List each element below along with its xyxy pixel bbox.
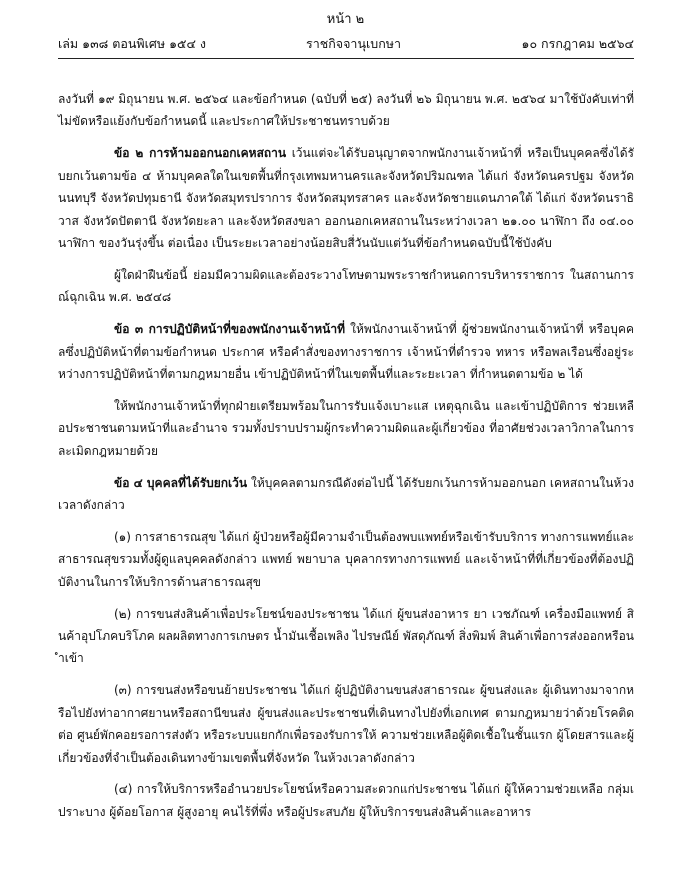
clause-2-penalty: ผู้ใดฝ่าฝืนข้อนี้ ย่อมมีความผิดและต้องระวางโทษตามพระราชกำหนดการบริหารราชการ ในสถานการณ์ฉุกเฉิน พ.ศ. ๒๕๔๘ xyxy=(58,267,634,305)
document-body xyxy=(58,88,634,833)
clause-4-heading: ข้อ ๔ บุคคลที่ได้รับยกเว้น xyxy=(114,475,248,490)
clause-3 xyxy=(58,318,634,385)
page-number: หน้า ๒ xyxy=(326,12,365,27)
clause-4-item-2: (๒) การขนส่งสินค้าเพื่อประโยชน์ของประชาชน ได้แก่ ผู้ขนส่งอาหาร ยา เวชภัณฑ์ เครื่องมือแพทย์ สินค้าอุปโภคบริโภค ผลผลิตทางการเกษตร น้ำมันเชื้อเพลิง ไปรษณีย์ พัสดุภัณฑ์ สิ่งพิมพ์ สินค้าเพื่อการส่งออกหรือนำเข้า xyxy=(58,606,634,666)
header-volume: เล่ม ๑๓๘ ตอนพิเศษ ๑๕๔ ง xyxy=(58,36,207,51)
clause-4-text: ให้บุคคลตามกรณีดังต่อไปนี้ ได้รับยกเว้นการห้ามออกนอก เคหสถานในห้วงเวลาดังกล่าว xyxy=(58,475,635,512)
header-rule xyxy=(58,58,634,59)
clause-2-text: เว้นแต่จะได้รับอนุญาตจากพนักงานเจ้าหน้าที่ หรือเป็นบุคคลซึ่งได้รับยกเว้นตามข้อ ๔ ห้ามบุคคลใดในเขตพื้นที่กรุงเทพมหานครและจังหวัดปริมณฑล ได้แก่ จังหวัดนครปฐม จังหวัดนนทบุรี จังหวัดปทุมธานี จังหวัดสมุทรปราการ จังหวัดสมุทรสาคร และจังหวัดชายแดนภาคใต้ ได้แก่ จังหวัดนราธิวาส จังหวัดปัตตานี จังหวัดยะลา และจังหวัดสงขลา ออกนอกเคหสถานในระหว่างเวลา ๒๑.๐๐ นาฬิกา ถึง ๐๔.๐๐ นาฬิกา ของวันรุ่งขึ้น ต่อเนื่อง เป็นระยะเวลาอย่างน้อยสิบสี่วันนับแต่วันที่ข้อกำหนดฉบับนี้ใช้บังคับ xyxy=(58,146,634,250)
clause-2 xyxy=(58,142,634,254)
clause-4 xyxy=(58,472,634,517)
clause-4-item-4: (๔) การให้บริการหรืออำนวยประโยชน์หรือความสะดวกแก่ประชาชน ได้แก่ ผู้ให้ความช่วยเหลือ กลุ่มเปราะบาง ผู้ด้อยโอกาส ผู้สูงอายุ คนไร้ที่พึ่ง หรือผู้ประสบภัย ผู้ให้บริการขนส่งสินค้าและอาหาร xyxy=(58,782,634,819)
clause-3-paragraph-2: ให้พนักงานเจ้าหน้าที่ทุกฝ่ายเตรียมพร้อมในการรับแจ้งเบาะแส เหตุฉุกเฉิน และเข้าปฏิบัติการ ช่วยเหลือประชาชนตามหน้าที่และอำนาจ รวมทั้งปราบปรามผู้กระทำความผิดและผู้เกี่ยวข้อง ที่อาศัยช่วงเวลาวิกาลในการละเมิดกฎหมายด้วย xyxy=(58,398,634,458)
clause-2-heading: ข้อ ๒ การห้ามออกนอกเคหสถาน xyxy=(114,146,287,161)
clause-4-item-1: (๑) การสาธารณสุข ได้แก่ ผู้ป่วยหรือผู้มีความจำเป็นต้องพบแพทย์หรือเข้ารับบริการ ทางการแพทย์และสาธารณสุขรวมทั้งผู้ดูแลบุคคลดังกล่าว แพทย์ พยาบาล บุคลากรทางการแพทย์ และเจ้าหน้าที่ที่เกี่ยวข้องที่ต้องปฏิบัติงานในการให้บริการด้านสาธารณสุข xyxy=(58,529,635,589)
header-date: ๑๐ กรกฎาคม ๒๕๖๔ xyxy=(521,36,634,51)
clause-4-item-3: (๓) การขนส่งหรือขนย้ายประชาชน ได้แก่ ผู้ปฏิบัติงานขนส่งสาธารณะ ผู้ขนส่งและ ผู้เดินทางมาจากหรือไปยังท่าอากาศยานหรือสถานีขนส่ง ผู้ขนส่งและประชาชนที่เดินทางไปยังที่เอกเทศ ตามกฎหมายว่าด้วยโรคติดต่อ ศูนย์พักคอยรอการส่งตัว หรือระบบแยกกักเพื่อรองรับการให้ ความช่วยเหลือผู้ติดเชื้อในชั้นแรก ผู้โดยสารและผู้เกี่ยวข้องที่จำเป็นต้องเดินทางข้ามเขตพื้นที่จังหวัด ในห้วงเวลาดังกล่าว xyxy=(58,683,634,765)
paragraph-continuation: ลงวันที่ ๑๙ มิถุนายน พ.ศ. ๒๕๖๔ และข้อกำหนด (ฉบับที่ ๒๕) ลงวันที่ ๒๖ มิถุนายน พ.ศ. ๒๕๖๔ มาใช้บังคับเท่าที่ไม่ขัดหรือแย้งกับข้อกำหนดนี้ และประกาศให้ประชาชนทราบด้วย xyxy=(58,92,634,129)
gazette-header xyxy=(58,34,634,58)
clause-3-text: ให้พนักงานเจ้าหน้าที่ ผู้ช่วยพนักงานเจ้าหน้าที่ หรือบุคคลซึ่งปฏิบัติหน้าที่ตามข้อกำหนด ประกาศ หรือคำสั่งของทางราชการ เจ้าหน้าที่ตำรวจ ทหาร หรือพลเรือนซึ่งอยู่ระหว่างการปฏิบัติหน้าที่ตามกฎหมายอื่น เข้าปฏิบัติหน้าที่ในเขตพื้นที่และระยะเวลา ที่กำหนดตามข้อ ๒ ได้ xyxy=(58,322,634,381)
clause-3-heading: ข้อ ๓ การปฏิบัติหน้าที่ของพนักงานเจ้าหน้าที่ xyxy=(114,322,345,337)
header-gazette-name: ราชกิจจานุเบกษา xyxy=(306,36,402,51)
